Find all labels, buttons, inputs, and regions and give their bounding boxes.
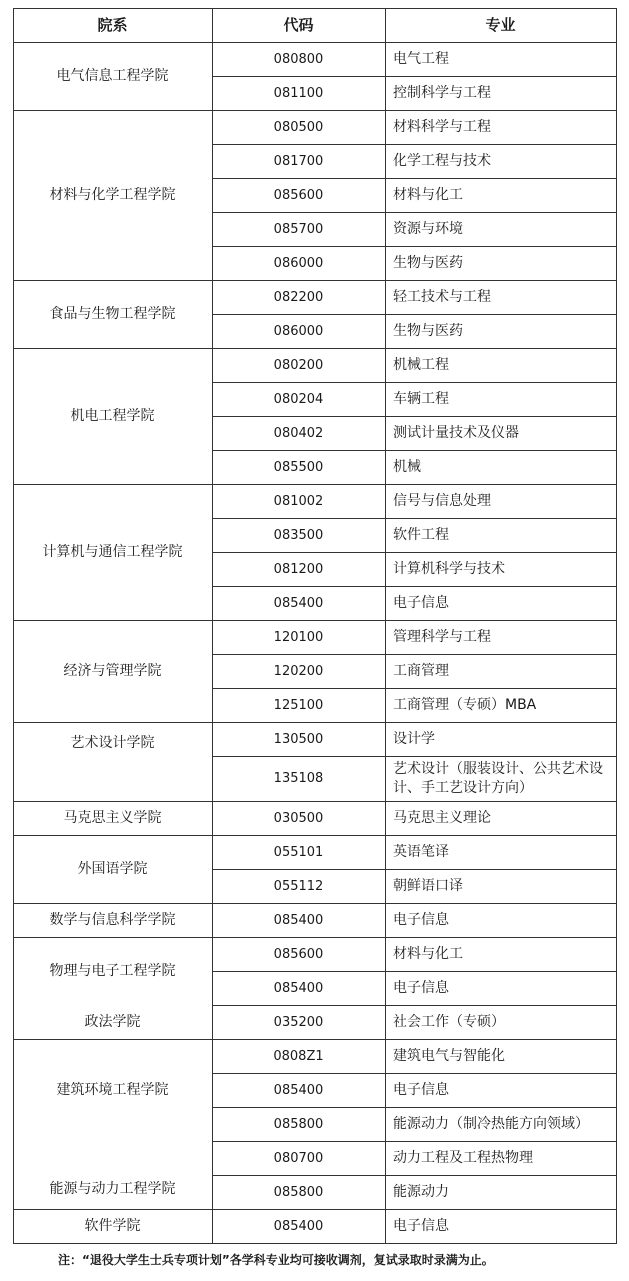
- table-rule: [212, 1141, 617, 1142]
- code-cell: 055101: [273, 844, 324, 860]
- code-cell: 055112: [273, 878, 324, 894]
- table-rule: [212, 1073, 617, 1074]
- major-cell: 电子信息: [393, 979, 449, 996]
- table-rule: [13, 801, 617, 802]
- code-cell: 080800: [273, 51, 324, 67]
- code-cell: 085800: [273, 1116, 324, 1132]
- major-cell: 轻工技术与工程: [393, 288, 491, 305]
- department-cell: 艺术设计学院: [70, 735, 155, 751]
- code-cell: 120100: [273, 629, 324, 645]
- code-cell: 081200: [273, 561, 324, 577]
- table-rule: [212, 450, 617, 451]
- code-cell: 081002: [273, 493, 324, 509]
- table-rule: [212, 586, 617, 587]
- major-cell: 动力工程及工程热物理: [393, 1149, 533, 1166]
- table-rule: [212, 212, 617, 213]
- major-cell: 机械工程: [393, 356, 449, 373]
- department-cell: 计算机与通信工程学院: [42, 543, 183, 560]
- code-cell: 0808Z1: [273, 1048, 324, 1064]
- department-cell: 软件学院: [84, 1217, 141, 1234]
- code-cell: 085400: [273, 595, 324, 611]
- major-cell: 测试计量技术及仪器: [393, 424, 519, 441]
- column-header: 院系: [97, 15, 128, 34]
- table-rule: [212, 552, 617, 553]
- table-rule: [13, 8, 617, 9]
- major-cell: 资源与环境: [393, 220, 463, 237]
- major-cell: 材料科学与工程: [393, 118, 491, 135]
- code-cell: 085400: [273, 1218, 324, 1234]
- table-rule: [13, 110, 617, 111]
- table-rule: [212, 688, 617, 689]
- column-header: 专业: [485, 15, 516, 34]
- code-cell: 080204: [273, 391, 324, 407]
- major-cell: 信号与信息处理: [393, 492, 491, 509]
- department-cell: 能源与动力工程学院: [49, 1180, 176, 1197]
- table-rule: [13, 835, 617, 836]
- table-rule: [212, 1175, 617, 1176]
- table-rule: [13, 722, 617, 723]
- table-rule: [13, 1243, 617, 1244]
- table-rule: [13, 903, 617, 904]
- code-cell: 085400: [273, 1082, 324, 1098]
- major-cell: 工商管理（专硕）MBA: [393, 696, 537, 713]
- table-rule: [212, 756, 617, 757]
- major-cell: 工商管理: [393, 662, 449, 679]
- code-cell: 085600: [273, 187, 324, 203]
- major-cell: 英语笔译: [393, 843, 449, 860]
- code-cell: 035200: [273, 1014, 324, 1030]
- department-cell: 经济与管理学院: [63, 662, 162, 679]
- code-cell: 081100: [273, 85, 324, 101]
- major-cell: 控制科学与工程: [393, 84, 491, 101]
- department-cell: 机电工程学院: [70, 407, 155, 424]
- table-rule: [212, 869, 617, 870]
- major-cell: 化学工程与技术: [393, 152, 491, 169]
- code-cell: 083500: [273, 527, 324, 543]
- table-rule: [212, 246, 617, 247]
- code-cell: 130500: [273, 731, 324, 747]
- code-cell: 080402: [273, 425, 324, 441]
- major-cell: 材料与化工: [393, 186, 463, 203]
- major-cell: 朝鲜语口译: [393, 877, 463, 894]
- major-cell: 机械: [393, 458, 421, 475]
- major-cell: 电气工程: [393, 50, 449, 67]
- department-cell: 食品与生物工程学院: [49, 305, 176, 322]
- department-cell: 政法学院: [84, 1013, 141, 1030]
- major-cell: 生物与医药: [393, 322, 463, 339]
- major-cell: 能源动力（制冷热能方向领域）: [393, 1115, 589, 1132]
- code-cell: 086000: [273, 323, 324, 339]
- table-rule: [212, 1005, 617, 1006]
- code-cell: 085600: [273, 946, 324, 962]
- major-cell: 社会工作（专硕）: [393, 1013, 505, 1030]
- code-cell: 125100: [273, 697, 324, 713]
- table-rule: [13, 1039, 617, 1040]
- table-rule: [212, 178, 617, 179]
- table-rule: [212, 1107, 617, 1108]
- code-cell: 080200: [273, 357, 324, 373]
- code-cell: 082200: [273, 289, 324, 305]
- table-rule: [212, 518, 617, 519]
- code-cell: 085700: [273, 221, 324, 237]
- major-cell: 生物与医药: [393, 254, 463, 271]
- table-rule: [13, 484, 617, 485]
- code-cell: 080500: [273, 119, 324, 135]
- major-cell: 马克思主义理论: [393, 809, 491, 826]
- code-cell: 080700: [273, 1150, 324, 1166]
- code-cell: 081700: [273, 153, 324, 169]
- major-cell: 计算机科学与技术: [393, 560, 505, 577]
- table-rule: [13, 348, 617, 349]
- table-rule: [212, 416, 617, 417]
- department-cell: 马克思主义学院: [63, 809, 162, 826]
- major-cell: 电子信息: [393, 1081, 449, 1098]
- footnote: 注：“退役大学生士兵专项计划”各学科专业均可接收调剂，复试录取时录满为止。: [58, 1253, 494, 1267]
- table-rule: [212, 314, 617, 315]
- major-cell: 电子信息: [393, 594, 449, 611]
- column-header: 代码: [283, 15, 314, 34]
- table-rule: [212, 654, 617, 655]
- table-rule: [212, 382, 617, 383]
- department-cell: 材料与化学工程学院: [49, 186, 176, 203]
- table-rule: [13, 280, 617, 281]
- code-cell: 086000: [273, 255, 324, 271]
- major-cell: 电子信息: [393, 1217, 449, 1234]
- code-cell: 085800: [273, 1184, 324, 1200]
- table-rule: [13, 8, 14, 1244]
- department-cell: 数学与信息科学学院: [49, 911, 176, 928]
- code-cell: 135108: [273, 771, 324, 786]
- table-rule: [13, 937, 617, 938]
- major-cell: 艺术设计（服装设计、公共艺术设计、手工艺设计方向）: [393, 760, 603, 796]
- code-cell: 085500: [273, 459, 324, 475]
- code-cell: 085400: [273, 980, 324, 996]
- table-rule: [212, 144, 617, 145]
- major-cell: 设计学: [393, 730, 435, 747]
- code-cell: 085400: [273, 912, 324, 928]
- code-cell: 030500: [273, 810, 324, 826]
- table-rule: [13, 42, 617, 43]
- major-cell: 能源动力: [393, 1183, 449, 1200]
- major-cell: 材料与化工: [393, 945, 463, 962]
- major-cell: 管理科学与工程: [393, 628, 491, 645]
- table-rule: [212, 971, 617, 972]
- table-rule: [13, 620, 617, 621]
- major-cell: 建筑电气与智能化: [393, 1047, 505, 1064]
- major-cell: 电子信息: [393, 911, 449, 928]
- table-rule: [385, 8, 386, 1244]
- major-cell: 车辆工程: [393, 390, 449, 407]
- table-rule: [212, 8, 213, 1244]
- department-cell: 电气信息工程学院: [56, 67, 169, 84]
- table-rule: [616, 8, 617, 1244]
- department-cell: 建筑环境工程学院: [56, 1081, 169, 1098]
- table-rule: [13, 1209, 617, 1210]
- code-cell: 120200: [273, 663, 324, 679]
- table-rule: [212, 76, 617, 77]
- department-cell: 外国语学院: [77, 860, 148, 877]
- major-cell: 软件工程: [393, 526, 449, 543]
- department-cell: 物理与电子工程学院: [49, 962, 176, 979]
